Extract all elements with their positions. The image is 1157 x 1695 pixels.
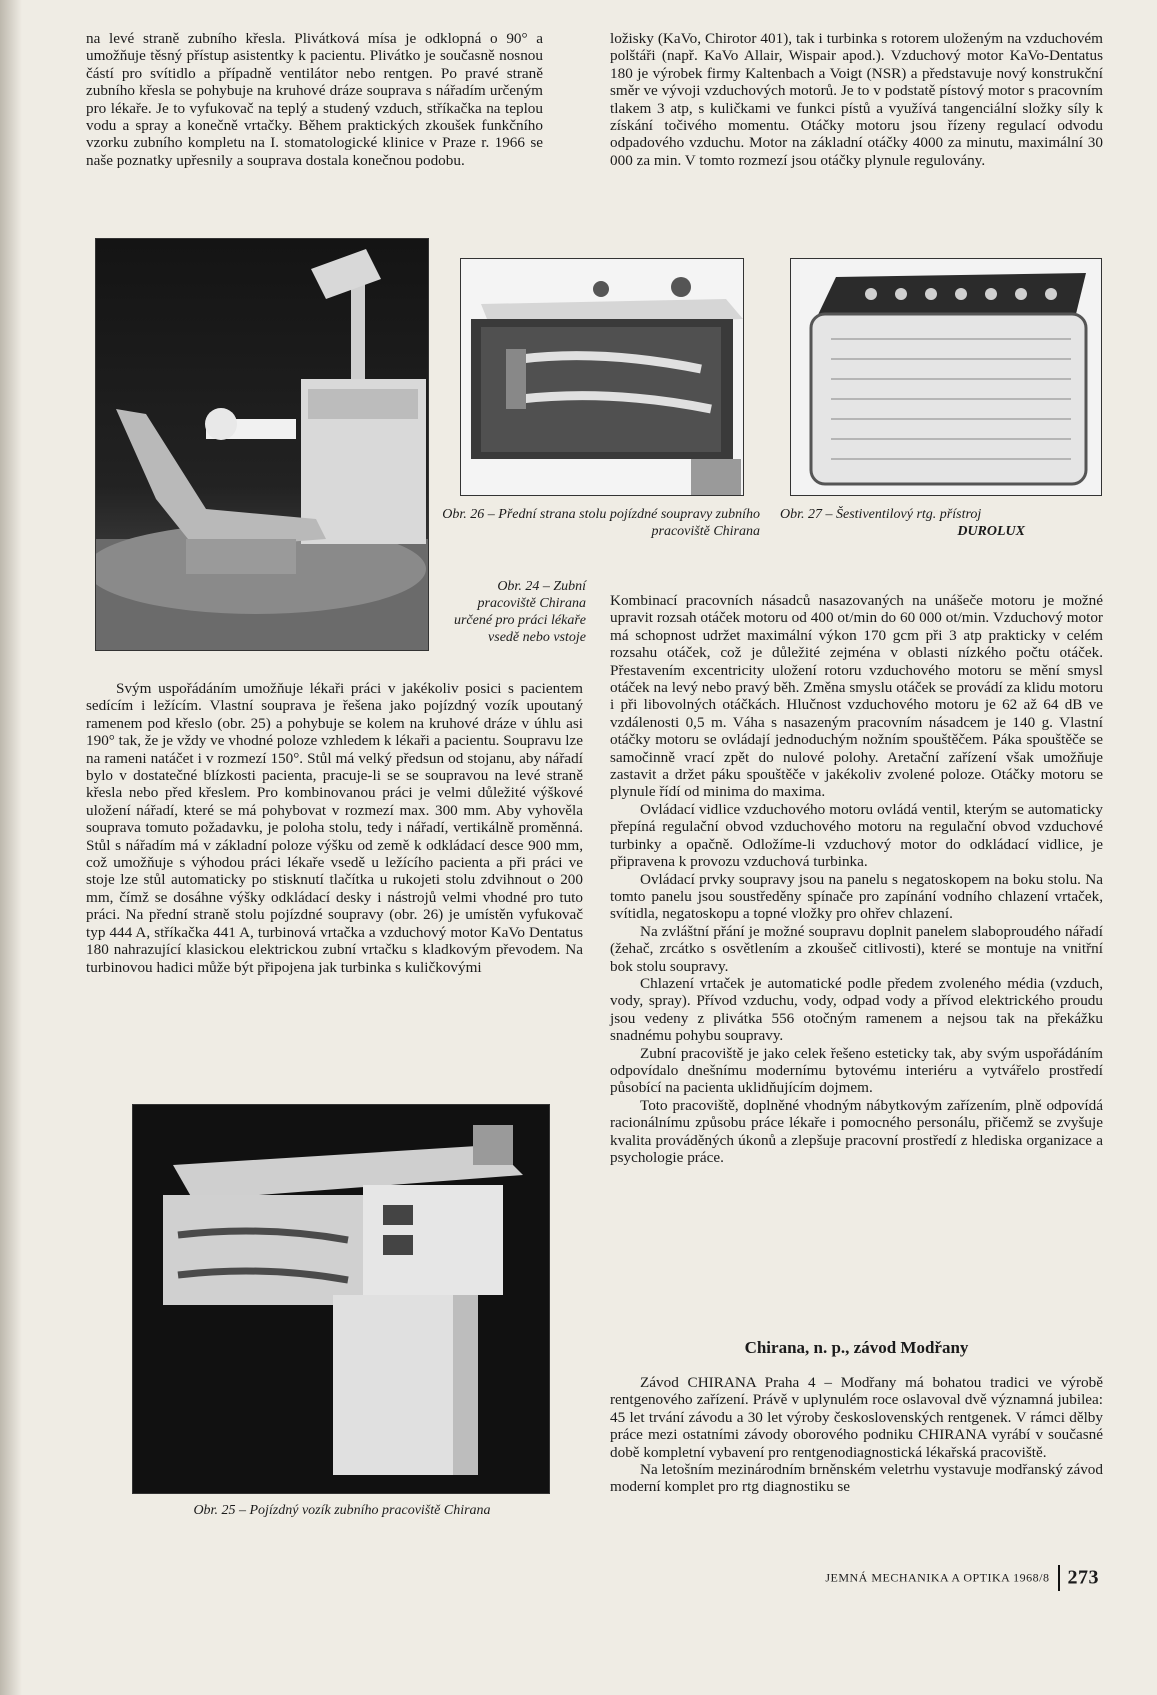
text-left-top <box>86 30 543 169</box>
caption-fig27 <box>780 506 1100 540</box>
footer-divider <box>1058 1565 1060 1591</box>
paragraph: Chlazení vrtaček je automatické podle předem zvoleného média (vzduch, vody, spray). Přívod vzduchu, vody, odpad vody a přívod elektrického proudu jsou vedeny z plivátka 556 otočným ramenem a nejsou tak na překážku snadnému pohybu soupravy. <box>610 974 1103 1045</box>
figure-25-photo <box>132 1104 550 1494</box>
paragraph: Na letošním mezinárodním brněnském veletrhu vystavuje modřanský závod moderní komplet pro rtg diagnostiku se <box>610 1461 1103 1496</box>
figure-26-photo <box>460 258 744 496</box>
caption-fig26: Obr. 26 – Přední strana stolu pojízdné soupravy zubního pracoviště Chirana <box>442 507 760 539</box>
text-right-bottom <box>610 1374 1103 1496</box>
caption-fig27-line2: DUROLUX <box>957 524 1025 539</box>
caption-fig25: Obr. 25 – Pojízdný vozík zubního pracoviště Chirana <box>193 1503 491 1518</box>
page-number: 273 <box>1067 1566 1099 1589</box>
caption-fig24: Obr. 24 – Zubní pracoviště Chirana určené pro práci lékaře vsedě nebo vstoje <box>453 579 586 645</box>
paragraph: Toto pracoviště, doplněné vhodným nábytkovým zařízením, plně odpovídá racionálnímu způsobu práce lékaře i pomocného personálu, přičemž se zvyšuje kvalita prováděných úkonů a zlepšuje pracovní prostředí z hlediska organizace a psychologie práce. <box>610 1096 1103 1166</box>
page-footer <box>825 1565 1099 1591</box>
xray-device-image <box>791 259 1101 495</box>
paragraph: Zubní pracoviště je jako celek řešeno esteticky tak, aby svým uspořádáním odpovídalo dnešnímu modernímu bytovému interiéru a vytvářelo prostředí působící na pacienta uklidňujícím dojmem. <box>610 1044 1103 1097</box>
paragraph: Ovládací prvky soupravy jsou na panelu s negatoskopem na boku stolu. Na tomto panelu jsou soustředěny spínače pro zapínání vodního chlazení vrtaček, svítidla, negatoskopu a topné vložky pro ohřev chlazení. <box>610 870 1103 923</box>
paragraph: Závod CHIRANA Praha 4 – Modřany má bohatou tradici ve výrobě rentgenového zařízení. Právě v uplynulém roce oslavoval dvě významná jubilea: 45 let trvání závodu a 30 let výroby československých rentgenek. V rámci dělby práce mezi ostatními závody oborového podniku CHIRANA vyrábí v současné době kompletní vybavení pro rentgenodiagnostická lékařská pracoviště. <box>610 1374 1103 1461</box>
paragraph: ložisky (KaVo, Chirotor 401), tak i turbinka s rotorem uloženým na vzduchovém polštáři (např. KaVo Allair, Wispair apod.). Vzduchový motor KaVo-Dentatus 180 je výrobek firmy Kaltenbach a Voigt (NSR) a představuje nový konstrukční směr ve vývoji vzduchových motorů. Je to v podstatě pístový motor s pracovním tlakem 3 atp, s kuličkami ve funkci pístů a využívá tangenciální složky síly k získání točivého momentu. Otáčky motoru jsou řízeny regulací odvodu odpadového vzduchu. Motor na základní otáčky 4000 za minutu, maximální 30 000 za min. V tomto rozmezí jsou otáčky plynule regulovány. <box>610 30 1103 169</box>
paragraph: Kombinací pracovních násadců nasazovaných na unášeče motoru je možné upravit rozsah otáček motoru od 400 ot/min do 60 000 ot/min. Vzduchový motor má schopnost udržet maximální výkon 170 gcm při 3 atp prakticky v celém rozsahu otáček, což je důležité zejména v oblasti nízkého počtu otáček. Přestavením excentricity uložení rotoru vzduchového motoru se mění smysl otáček na levý nebo pravý běh. Změna smyslu otáček se provádí za klidu motoru i při libovolných otáčkách. Hlučnost vzduchového motoru je 62 až 64 dB ve vzdálenosti 0,5 m. Váha s nasazeným pracovním násadcem je 140 g. Vlastní otáčky motoru se ovládají jednoduchým nožním spouštěčem. Páka spouštěče se samočinně vrací zpět do nulové polohy. Aretační zařízení však umožňuje zastavit a držet páku spouštěče v jakékoliv zvolené poloze. Otáčky motoru se plynule řídí od minima do maxima. <box>610 592 1103 801</box>
binding-shadow <box>0 0 22 1695</box>
paragraph: na levé straně zubního křesla. Plivátková mísa je odklopná o 90° a umožňuje těsný přístup asistentky k pacientu. Plivátko je současně nosnou částí pro svítidlo a případně ventilátor nebo rentgen. Po pravé straně zubního křesla se pohybuje na kruhové dráze souprava s nářadím určeným pro lékaře. Je to vyfukovač na teplý a studený vzduch, stříkačka na teplou vodu a spray a konečně vrtačky. Během praktických zkoušek funkčního vzorku zubního kompletu na I. stomatologické klinice v Praze r. 1966 se naše poznatky upřesnily a souprava dostala konečnou podobu. <box>86 30 543 169</box>
text-right-top <box>610 30 1103 169</box>
magazine-name: JEMNÁ MECHANIKA A OPTIKA 1968/8 <box>825 1570 1050 1585</box>
text-right-middle <box>610 592 1103 1166</box>
dental-chair-image <box>96 239 428 650</box>
text-left-middle <box>86 680 583 976</box>
figure-27-photo <box>790 258 1102 496</box>
paragraph: Ovládací vidlice vzduchového motoru ovládá ventil, kterým se automaticky přepíná regulační obvod vzduchového motoru na regulační obvod vzduchové turbinky a opačně. Odložíme-li vzduchový motor do odkládací vidlice, je připravena k provozu vzduchová turbinka. <box>610 800 1103 871</box>
paragraph: Na zvláštní přání je možné soupravu doplnit panelem slaboproudého nářadí (žehač, zrcátko s osvětlením a zkoušeč citlivosti), které se montuje na vnitřní bok stolu soupravy. <box>610 922 1103 975</box>
mobile-cart-image <box>133 1105 549 1493</box>
instrument-table-image <box>461 259 743 495</box>
caption-fig27-line1: Obr. 27 – Šestiventilový rtg. přístroj <box>780 507 982 522</box>
paragraph: Svým uspořádáním umožňuje lékaři práci v jakékoliv posici s pacientem sedícím i ležícím. Vlastní souprava je řešena jako pojízdný vozík upoutaný ramenem pod křeslo (obr. 25) a pohybuje se kolem na kruhové dráze v úhlu asi 190° tak, že je vždy ve vhodné poloze vzhledem k lékaři a pacientu. Soupravu lze na rameni natáčet i v rozmezí 150°. Stůl má velký předsun od stojanu, aby nářadí bylo v dostatečné blízkosti pacienta, pracuje-li se se soupravou na levé straně křesla nebo před křeslem. Pro kombinovanou práci je velmi důležité výškové uložení nářadí, které se má pohybovat v rozmezí max. 300 mm. Aby vyhověla souprava tomuto požadavku, je poloha stolu, tedy i nářadí, vertikálně proměnná. Stůl s nářadím má v základní poloze výšku od země k odkládací desce 900 mm, což umožňuje s výhodou práci lékaře vsedě u ležícího pacienta a při práci ve stoje lze stůl automaticky po stisknutí tlačítka u rukojeti stolu zdvihnout o 200 mm, čímž se dosáhne výšky odkládací desky i nástrojů velmi vhodné pro tuto práci. Na přední straně stolu pojízdné soupravy (obr. 26) je umístěn vyfukovač typ 444 A, stříkačka 441 A, turbinová vrtačka a vzduchový motor KaVo Dentatus 180 nahrazující klasickou elektrickou zubní vrtačku s kladkovým převodem. Na turbinovou hadici může být připojena jak turbinka s kuličkovými <box>86 680 583 976</box>
section-heading: Chirana, n. p., závod Modřany <box>744 1338 969 1357</box>
figure-24-photo <box>95 238 429 651</box>
